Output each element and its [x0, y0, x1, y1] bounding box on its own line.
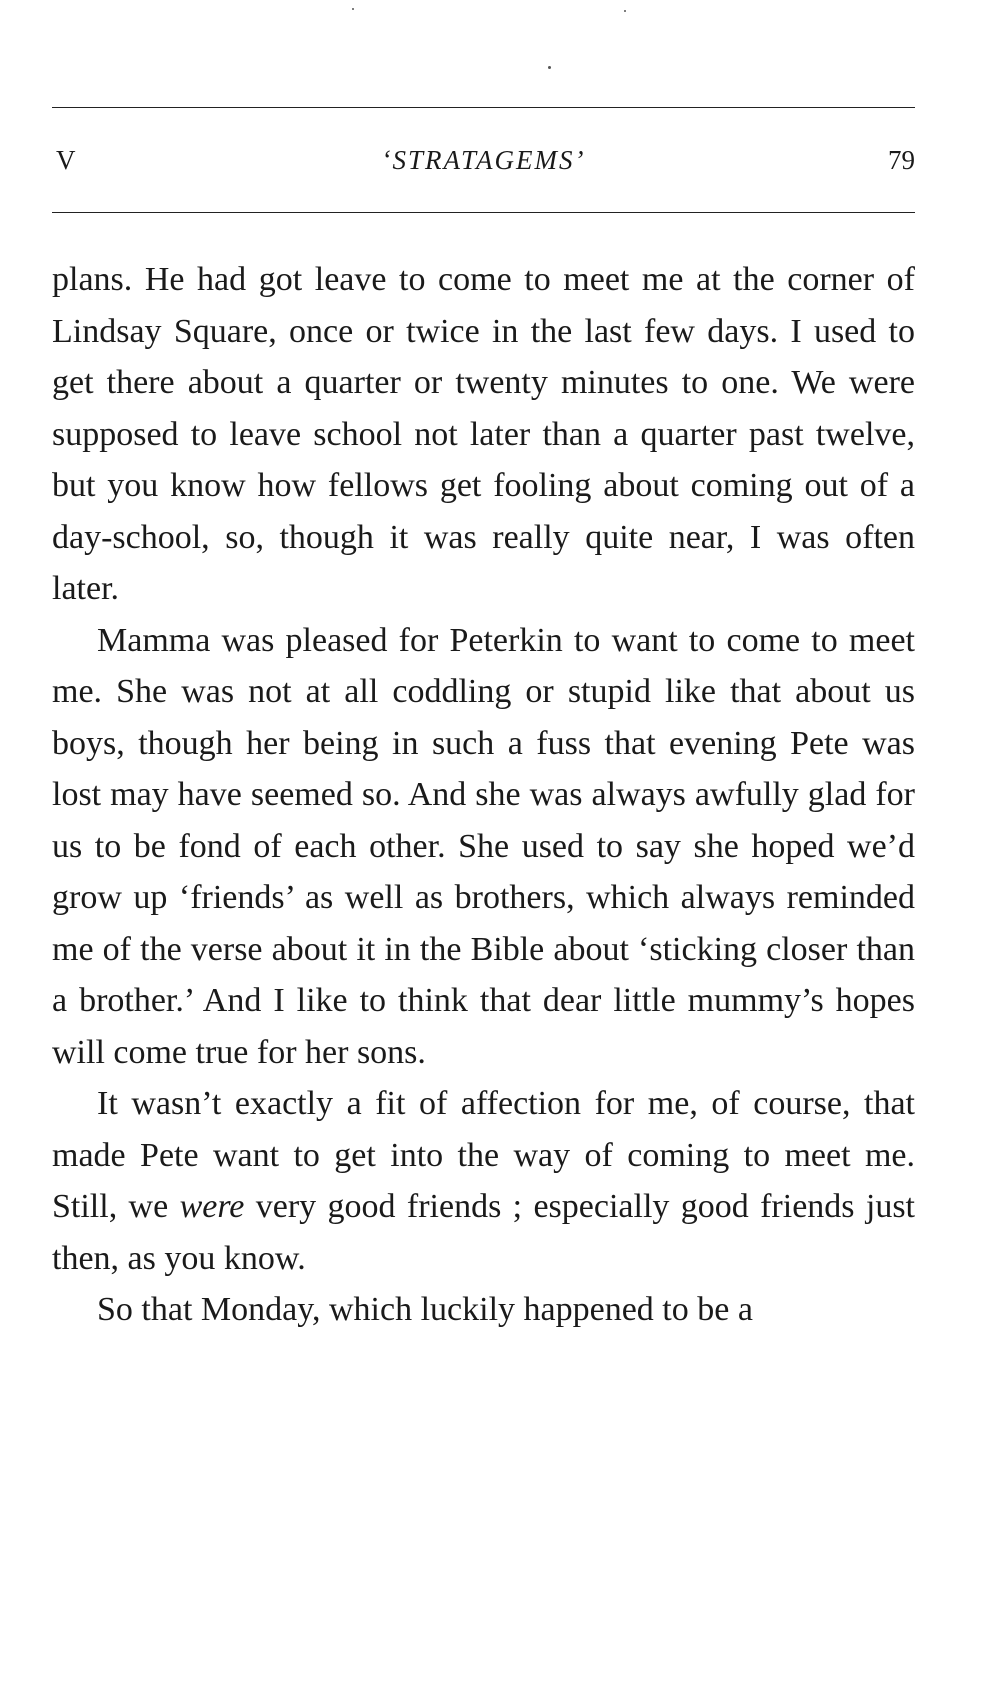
paragraph-text: It wasn’t exactly a fit of affection for me, of course, that made Pete want to get into the way of coming to meet me. Still, we [52, 1085, 915, 1225]
chapter-number: V [56, 145, 76, 175]
running-header [52, 140, 915, 180]
paragraph: plans. He had got leave to come to meet me at the corner of Lindsay Square, once or twice in the last few days. I used to get there about a quarter or twenty minutes to one. We were supposed to leave school not later than a quarter past twelve, but you know how fellows get fooling about coming out of a day-school, so, though it was really quite near, I was often later. [52, 261, 915, 607]
print-speck [624, 10, 626, 12]
paragraph-text: very good friends ; especially good friends just then, as you know. [52, 1188, 915, 1277]
running-title: ‘STRATAGEMS’ [381, 145, 586, 175]
paragraph: So that Monday, which luckily happened to be a [97, 1291, 753, 1328]
body-text [52, 254, 915, 1336]
print-speck [548, 66, 551, 69]
page-number: 79 [888, 145, 915, 175]
header-bottom-rule [52, 212, 915, 213]
emphasis-word: were [179, 1188, 245, 1225]
header-top-rule [52, 107, 915, 108]
paragraph [52, 1078, 915, 1284]
paragraph: Mamma was pleased for Peterkin to want to come to meet me. She was not at all coddling or stupid like that about us boys, though her being in such a fuss that evening Pete was lost may have seemed so. And she was always awfully glad for us to be fond of each other. She used to say she hoped we’d grow up ‘friends’ as well as brothers, which always reminded me of the verse about it in the Bible about ‘sticking closer than a brother.’ And I like to think that dear little mummy’s hopes will come true for her sons. [52, 621, 915, 1071]
print-speck [352, 8, 354, 10]
